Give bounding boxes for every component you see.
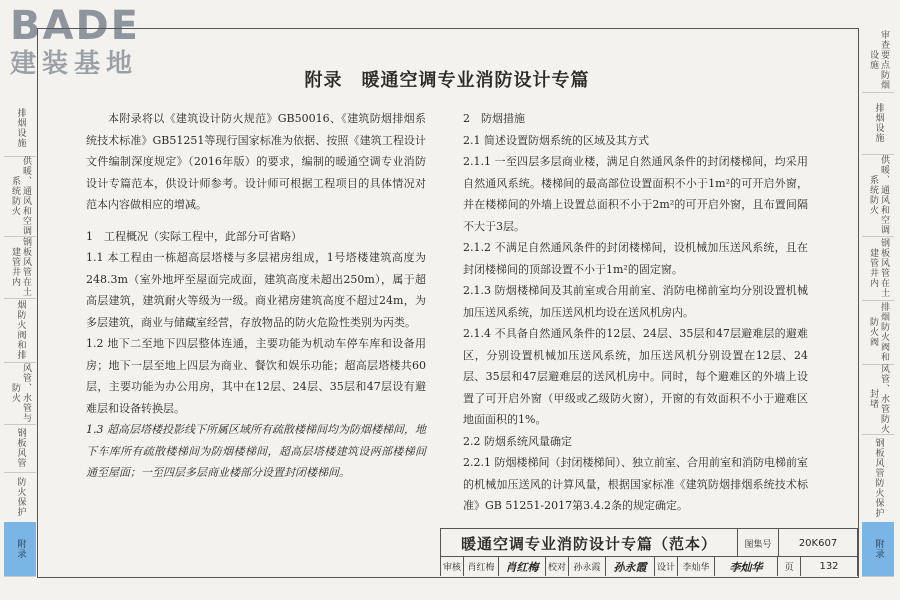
left-column: [86, 108, 426, 484]
checker-signature: 孙永霞: [606, 557, 655, 576]
paragraph-2-2-1: 2.2.1 防烟楼梯间（封闭楼梯间）、独立前室、合用前室和消防电梯前室的机械加压送风的计算风量，根据国家标准《建筑防烟排烟系统技术标准》GB 51251-2017第3.4.2条的规定确定。: [463, 456, 808, 512]
right-tab-fire-damper[interactable]: 排烟防火阀和防火阀: [862, 300, 894, 365]
left-tab-hvac-fire[interactable]: 供暖、通风和空调系统防火: [4, 156, 36, 237]
right-tab-steel-duct-protection[interactable]: 钢板风管防火保护: [862, 434, 894, 523]
left-tab-smoke-exhaust[interactable]: 排烟设施: [4, 100, 36, 157]
title-block: [440, 528, 857, 576]
paragraph-2-2: 2.2 防烟系统风量确定: [463, 434, 572, 448]
paragraph-2-1-4: 2.1.4 不具备自然通风条件的12层、24层、35层和47层避难层的避难区，分别设置机械加压送风系统，加压送风机分别设置在12层、24层、35层和47层避难层的送风机房中。同时，每个避难区的外墙上设置了可开启外窗（甲级或乙级防火窗），开窗的有效面积不小于避难区地面面积的1%。: [463, 327, 808, 426]
right-tab-steel-duct-shaft[interactable]: 钢板风管在土建管井内: [862, 236, 894, 301]
left-tab-steel-duct-shaft[interactable]: 钢板风管在土建管井内: [4, 236, 36, 299]
right-tab-appendix[interactable]: 附录: [862, 522, 894, 577]
logo-subtitle: 建装基地: [10, 49, 139, 79]
title-block-row-1: [440, 528, 858, 557]
page-title: 附录 暖通空调专业消防设计专篇: [304, 70, 590, 91]
page-number: 132: [801, 557, 858, 576]
paragraph-1-1: 1.1 本工程由一栋超高层塔楼与多层裙房组成，1号塔楼建筑高度为 248.3m（室外地坪至屋面完成面，建筑高度未超出250m），属于超高层建筑，建筑耐火等级为一级。商业裙房建筑高度不超过24m，为多层建筑，商业与储藏室经营，存放物品的防火危险性类别为丙类。: [86, 251, 426, 329]
atlas-label: 图集号: [738, 529, 779, 557]
left-tab-duct-pipe-seal[interactable]: 风管、水管与防火: [4, 362, 36, 425]
right-tab-duct-pipe-seal[interactable]: 风管、水管防火封堵: [862, 364, 894, 435]
review-label: 审核: [441, 557, 464, 576]
left-tab-steel-duct[interactable]: 钢板风管: [4, 424, 36, 473]
paragraph-2-1-2: 2.1.2 不满足自然通风条件的封闭楼梯间，设机械加压送风系统，且在封闭楼梯间的顶部设置不小于1m²的固定窗。: [463, 241, 808, 276]
design-label: 设计: [655, 557, 678, 576]
paragraph-2-1-1: 2.1.1 一至四层多层商业楼，满足自然通风条件的封闭楼梯间，均采用自然通风系统。楼梯间的最高部位设置面积不小于1m²的可开启外窗，并在楼梯间的外墙上设置总面积不小于2m²的可开启外窗，且布置间隔不大于3层。: [463, 155, 808, 233]
left-tab-fire-protection[interactable]: 防火保护: [4, 472, 36, 523]
left-tab-strip: [0, 28, 38, 576]
logo-brand: BADE: [10, 3, 140, 49]
reviewer-name: 肖红梅: [464, 557, 499, 576]
paragraph-2-1: 2.1 简述设置防烟系统的区域及其方式: [463, 133, 649, 147]
designer-signature: 李灿华: [715, 557, 778, 576]
paragraph-1-2: 1.2 地下二至地下四层整体连通，主要功能为机动车停车库和设备用房；地下一层至地上四层为商业、餐饮和娱乐功能；超高层塔楼共60层，主要功能为办公用房，其中在12层、24层、35层和47层设有避难层和设备转换层。: [86, 337, 426, 415]
page-label: 页: [778, 557, 801, 576]
reviewer-signature: 肖红梅: [499, 557, 546, 576]
title-block-row-2: [440, 556, 858, 576]
designer-name: 李灿华: [678, 557, 715, 576]
right-tab-smoke-prevention[interactable]: 审查要点防烟设施: [862, 28, 894, 93]
paragraph-2-1-3: 2.1.3 防烟楼梯间及其前室或合用前室、消防电梯前室均分别设置机械加压送风系统，加压送风机均设在送风机房内。: [463, 284, 808, 319]
right-column: [463, 108, 808, 517]
paragraph-1-3: 1.3 超高层塔楼投影线下所属区域所有疏散楼梯间均为防烟楼梯间，地下车库所有疏散楼梯间为防烟楼梯间，超高层塔楼建筑设两部楼梯间通至屋面；一至四层多层商业楼部分设置封闭楼梯间。: [86, 423, 426, 479]
checker-name: 孙永霞: [569, 557, 606, 576]
left-tab-appendix[interactable]: 附录: [4, 522, 36, 577]
right-tab-hvac-fire[interactable]: 供暖、通风和空调系统防火: [862, 154, 894, 237]
right-tab-smoke-exhaust[interactable]: 排烟设施: [862, 92, 894, 155]
section-2-heading: 2 防烟措施: [463, 112, 525, 125]
atlas-number: 20K607: [779, 529, 858, 557]
section-1-heading: 1 工程概况（实际工程中，此部分可省略）: [86, 229, 302, 243]
check-label: 校对: [546, 557, 569, 576]
drawing-title: 暖通空调专业消防设计专篇（范本）: [441, 529, 738, 557]
left-tab-fire-damper[interactable]: 烟防火阀和排: [4, 298, 36, 363]
intro-paragraph: 本附录将以《建筑设计防火规范》GB50016、《建筑防烟排烟系统技术标准》GB51251等现行国家标准为依据、按照《建筑工程设计文件编制深度规定》（2016年版）的要求，编制的暖通空调专业消防设计专篇范本，供设计师参考。设计师可根据工程项目的具体情况对范本内容做相应的增减。: [86, 112, 426, 211]
right-tab-strip: [858, 28, 896, 576]
